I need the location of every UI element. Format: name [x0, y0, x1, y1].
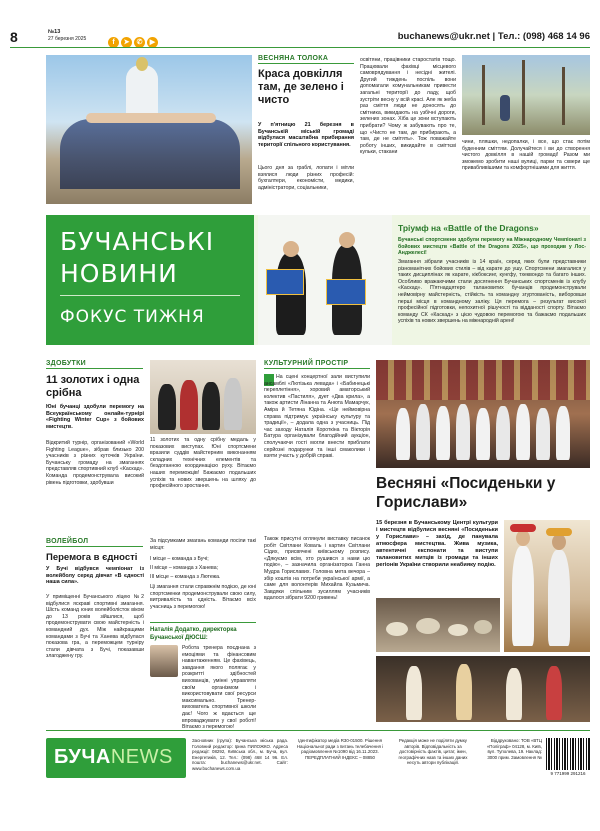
- gold-section-label: ЗДОБУТКИ: [46, 360, 143, 369]
- culture-intro-2: Також присутні оглянули виставку писанок робіт Світлани Коваль і картин Світлани Сідих, присвячені київському розпису. «Дякуємо всім, хто рушився з нами цю подію», – зазначила організаторка Ганна Мудра Гориславих. Головна мета вечора – збір коштів на потреби української армії, а саме для волонтерів Михайла Кузьмича. Завдяки спільним зусиллям учасників вдалося зібрати 9200 гривень!: [264, 536, 370, 602]
- cleanup-body-col3: чини, пляшки, недопалки, і все, що стає потім буденним сміттям. Долучайтеся і ви до створення чистого довкілля в нашій громаді! Разом ми зможемо зробити наші вулиці, парки та сквери ще привабливішими та комфортнішими для життя.: [462, 139, 590, 172]
- volleyball-place-1: І місце – команда з Бучі;: [150, 556, 209, 562]
- telegram-icon[interactable]: ➤: [121, 37, 132, 48]
- dragons-lead: Бучанські спортсмени здобули перемогу на Міжнародному Чемпіонаті з бойових мистецтв «Battle of the Dragons 2025», що проходив у Лос-Анджелесі!: [398, 237, 586, 257]
- director-portrait: [150, 645, 178, 677]
- dragons-body: Змагання зібрали учасників із 14 країн, серед яких були представники різноманітних бойових стилів – від карате до ушу. Спортсмени змагалися у таких дисциплінах як карате, кікбоксинг, кунгфу, тхеквондо та багато інших. Особливо вражаючими стали досягнення Бучанських спортсменів із клубу «Каскад». П'ятнадцятеро талановитих бучанців продемонстрували неймовірну майстерність, стійкість та командну згуртованість, виборовши перші місця в командному заліку. Ця перемога – результат високої професійної підготовки, непохитної рішучості та відданості спорту. Вітаємо команду СК «Каскад» з цією чудовою перемогою та бажаємо подальших успіхів та нових звершень на міжнародній арені!: [398, 259, 586, 325]
- footer-publisher-info: Засновник (група): Бучанська міська рада. Головний редактор: Ірина ПИЛОЖКО. Адреса редакції: 08292, Київська обл., м. Буча, вул. Енергетиків, 12. Тел.: (098) 468 14 96. Ел. пошта: buchanews@ukr.net. Сайт: www.buchanews.com.ua: [192, 738, 288, 771]
- volleyball-place-2: ІІ місце – команда з Ханева;: [150, 565, 219, 571]
- footer-printing-info: Віддруковано: ТОВ «ВТЦ «Поліграф» 04128, м. Київ, вул. Туполева, 19. Наклад: 3000 прим. Замовлення №: [486, 738, 542, 760]
- culture-title: Весняні «Посиденьки у Горислави»: [376, 475, 556, 511]
- volleyball-section-label: ВОЛЕЙБОЛ: [46, 538, 143, 547]
- culture-portrait-photo: [504, 520, 590, 652]
- volleyball-body-col2: За підсумками змагань команди посіли такі місця:: [150, 538, 256, 551]
- footer-registration-info: Ідентифікатор медіа R30-01500. Рішення Національної ради з питань телебачення і радіомовлення №1090 від 16.11.2023. ПЕРЕДПЛАТНИЙ ІНДЕКС – 08850: [296, 738, 384, 760]
- cleanup-group-photo: [46, 55, 252, 204]
- dragons-photo: [258, 215, 392, 345]
- volleyball-title: Перемога в єдності: [46, 552, 138, 563]
- youtube-icon[interactable]: ▶: [147, 37, 158, 48]
- quote-title: Наталія Додатко, директорка Бучанської ДЮСШ:: [150, 627, 237, 641]
- issue-number: №13: [48, 29, 61, 35]
- footer-logo: [46, 738, 186, 778]
- gold-body-right: 11 золотих та одну срібну медаль у показових виступах. Юні спортсмени вразили суддів майстерним виконанням складних технічних елементів та бездоганною координацією руху. Вітаємо наших переможців! Бажаємо подальших успіхів та нових звершень на шляху до професійного зростання.: [150, 437, 256, 490]
- cleanup-body-col2: освітяни, працівники старостатів тощо. Працювали фахівці місцевого самоврядування і несідні жителі. Другий тиждень поспіль вони допомагали комунальникам привести загальні території до ладу, щоб зустріти весну у всій красі. Але як жеба раз сміття люди не доносять до смітника, викидають на узбічні дороги, зелених зонах. Хіба це зони вступають прибрати? Чому ж забувають про те, що «Чисто не там, де прибирають, а там, де не смітять». Тож поважайте роботу інших, викидайте в сміттєві кульки, стакани: [360, 57, 456, 156]
- page-number: 8: [10, 29, 18, 45]
- quote-text: Робота тренера поєднана з емоціями та фінансовим навантаженням. Це фахівець, завдання якого полягає у розкритті здібностей вихованців, умінні управляти своїм організмом і використовувати свої ресурси максимально. Тренер-вихователь спортивної школи дає! Чого ж вдається ще впроваджувати у свої роботі! Вітаємо з перемогою!: [182, 645, 256, 731]
- dragons-title: Тріумф на «Battle of the Dragons»: [398, 223, 539, 233]
- gold-title: 11 золотих і одна срібна: [46, 374, 140, 399]
- footer-rule: [46, 730, 590, 731]
- logo-part-1: БУЧА: [54, 746, 111, 768]
- issue-date: 27 березня 2025: [48, 36, 87, 42]
- gold-lead: Юні бучанці здобули перемогу на Всеукраїнському онлайн-турнірі «Fighting Winter Cup» з бойових мистецтв.: [46, 404, 144, 430]
- header-rule: [10, 47, 590, 48]
- footer-disclaimer: Редакція може не поділяти думку авторів. Відповідальність за достовірність фактів, цитат, імен, географічних назв та інших даних несуть автори публікацій.: [398, 738, 468, 766]
- exhibit-photo: [376, 598, 500, 652]
- volleyball-body-col1: У приміщенні Бучанського ліцею №2 відбулися яскраві спортивні змагання. Шість команд юних волейболісток віком до 13 років зійшлися, щоб продемонструвати свою майстерність і командний дух. Між найкращими командами з Бучі та Ханева відбулася показова гра, а переможцем турніру стали дівчата з Бучі, показавши злагоджену гру.: [46, 594, 144, 660]
- volleyball-body-col2b: Ці змагання стали справжнім подією, де юні спортсменки продемонстрували свою силу, витривалість та єдність. Вітаємо всіх учасниць з перемогою!: [150, 584, 256, 610]
- page-header: [10, 29, 590, 45]
- gold-body-left: Відкритий турнір, організований «World Fighting League», зібрав близько 200 учасників з різних куточків України. Бучанську громаду на змаганнях представляв спортивний клуб «Каскад». Команда продемонструвала високий рівень підготовки, здобувши: [46, 440, 144, 486]
- cleanup-body-col1: Цього дня за граблі, лопати і мітли взялися люди різних професій: бухгалтери, економісти, медики, адміністратори, соціальники,: [258, 165, 354, 191]
- facebook-icon[interactable]: f: [108, 37, 119, 48]
- viber-icon[interactable]: ✆: [134, 37, 145, 48]
- banner-title-line1: БУЧАНСЬКІ: [60, 227, 215, 256]
- banner-title-block: [46, 215, 254, 345]
- culture-section-label: КУЛЬТУРНИЙ ПРОСТІР: [264, 360, 370, 369]
- kids-medals-photo: [150, 360, 256, 434]
- banner-subtitle: ФОКУС ТИЖНЯ: [60, 307, 205, 327]
- volleyball-place-3: ІІІ місце – команда з Лютежа.: [150, 574, 221, 580]
- barcode: [546, 738, 590, 778]
- culture-intro: На сцені концертної зали виступили ансамблі «Лютізька левада» і «Бабинецькі переплетіння», хоровий аматорський колектив «Пастиля», дует «Два крила», а також артисти Лінанна та Анюта Мамарчук, Аміра й Тетяна Юдіна. «Це неймовірна справа підтримує українську культуру та традиції», – додала одна з учасниць. Під час заходу Наталія Короткіна та Вікторія Батура організували благодійний аукціон, сполучаючи гості могли внести приблати серйозні подарунки та інші смаколики і взяти участь у добрій справі.: [264, 374, 370, 460]
- culture-stage-photo: [376, 360, 590, 468]
- contact-info[interactable]: buchanews@ukr.net | Тел.: (098) 468 14 96: [397, 31, 590, 42]
- park-photo: [462, 55, 590, 135]
- cleanup-lead: У п'ятницю 21 березня в Бучанській міській громаді відбулася масштабна прибирання території спільного користування.: [258, 122, 354, 148]
- volleyball-lead: У Бучі відбувся чемпіонат із волейболу серед дівчат «В єдності наша сила».: [46, 566, 144, 586]
- culture-lead: 15 березня в Бучанському Центрі культури і мистецтв відбулися весняні «Посиденьки у Горислави» – захід, де панувала атмосфера мистецтва. Жива музика, автентичні експонати та виступи талановитих митців із громади та інших регіонів України створили неабияку подію.: [376, 520, 498, 568]
- banner-title-line2: НОВИНИ: [60, 259, 178, 288]
- logo-part-2: NEWS: [110, 746, 173, 768]
- cleanup-title: Краса довкілля там, де зелено і чисто: [258, 68, 344, 106]
- quote-box: [150, 622, 256, 731]
- barcode-number: 9 771999 291216: [550, 771, 586, 776]
- cleanup-section-label: ВЕСНЯНА ТОЛОКА: [258, 55, 354, 64]
- focus-banner: [46, 215, 590, 345]
- dancer-photo: [376, 656, 590, 722]
